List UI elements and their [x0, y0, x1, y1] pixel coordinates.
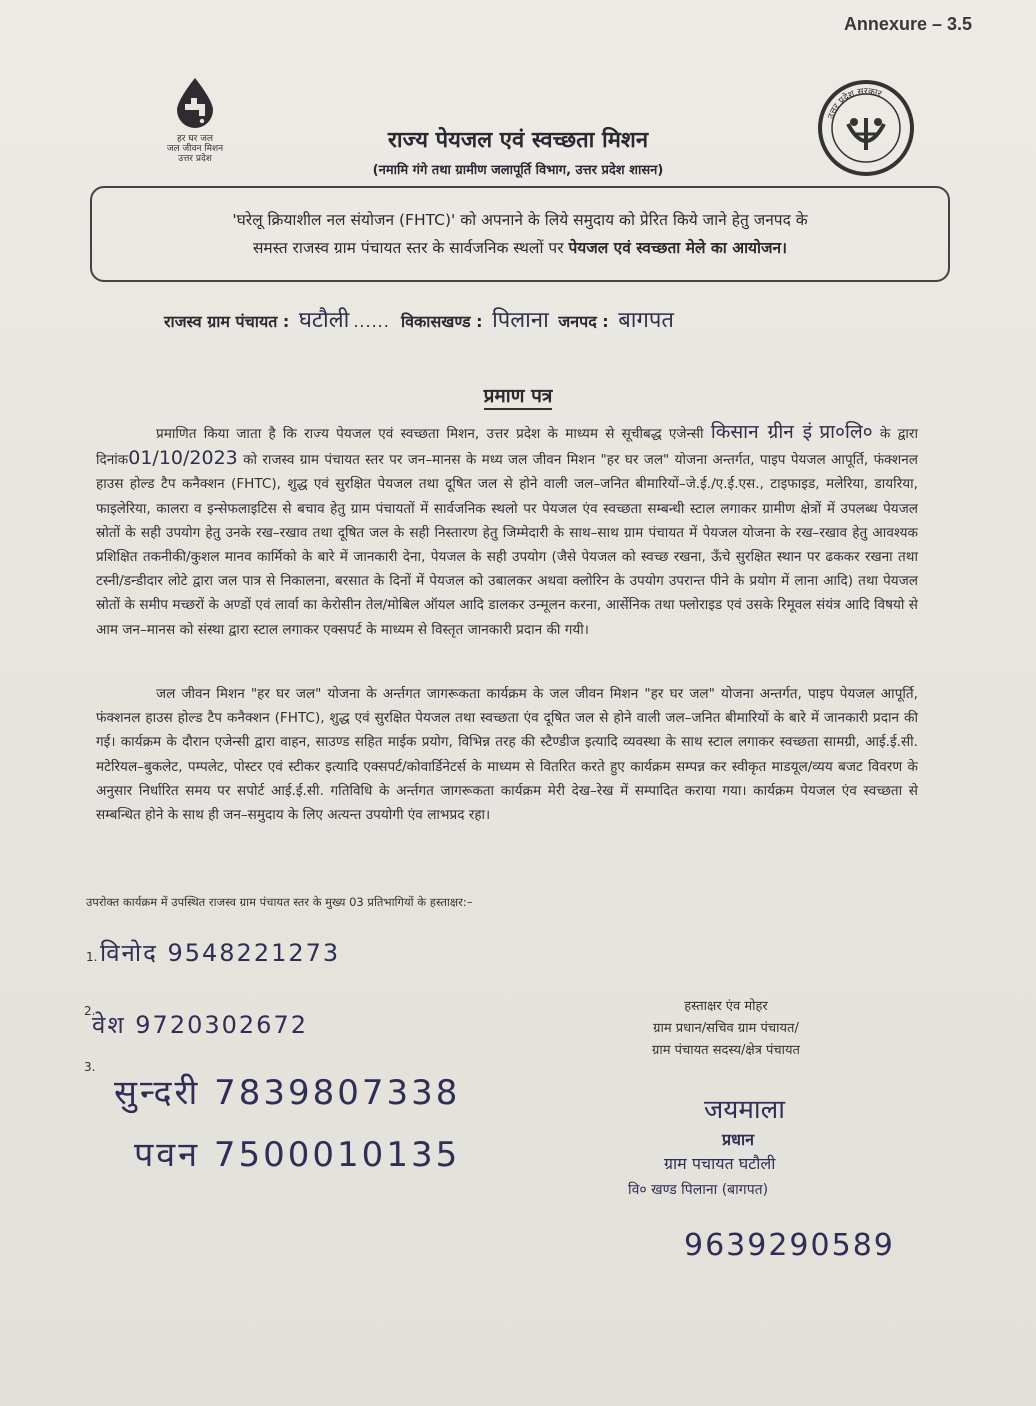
date-handwritten: 01/10/2023	[128, 447, 238, 470]
certificate-title-text: प्रमाण पत्र	[484, 385, 553, 410]
signature-3-number: 3.	[84, 1060, 96, 1074]
stamp-block	[606, 996, 846, 1062]
box-line-1: 'घरेलू क्रियाशील नल संयोजन (FHTC)' को अपनाने के लिये समुदाय को प्रेरित किये जाने हेतु जनपद के	[232, 211, 808, 229]
annexure-label: Annexure – 3.5	[843, 14, 972, 34]
logo-caption-1: हर घर जल	[177, 134, 213, 144]
location-fields	[164, 304, 984, 334]
signature-3: सुन्दरी 7839807338	[114, 1073, 461, 1113]
signature-1: विनोद 9548221273	[100, 939, 341, 967]
signature-1-number: 1.	[86, 950, 98, 964]
page-title: राज्य पेयजल एवं स्वच्छता मिशन	[387, 128, 649, 153]
water-drop-tap-icon	[173, 76, 217, 130]
signature-4: पवन 7500010135	[134, 1135, 461, 1175]
gram-panchayat-dots: ......	[353, 312, 390, 331]
para1-rest: को राजस्व ग्राम पंचायत स्तर पर जन–मानस के मध्य जल जीवन मिशन "हर घर जल" योजना अन्तर्गत, पाइप पेयजल आपूर्ति, फंक्शनल हाउस होल्ड टैप कनैक्शन (FHTC), शुद्ध एवं सुरक्षित पेयजल तथा दूषित जल से होने वाली जल–जनित बीमारियों–जे.ई./ए.ई.एस., टाइफाइड, मलेरिया, डायरिया, फाइलेरिया, कालरा व इन्सेफलाइटिस से बचाव हेतु ग्राम पंचायतों में सार्वजनिक स्थलो पर पेयजल एंव स्वच्छता सम्बन्धी स्टाल लगाकर ग्रामीण क्षेत्रों में उपलब्ध पेयजल स्रोतों के सही उपयोग हेतु उनके रख–रखाव तथा दूषित जल के सही निस्तारण हेतु जिम्मेदारी के साथ–साथ ग्राम पंचायत में पेयजल योजना के रख–रखाव हेतु आवश्यक प्रशिक्षित तकनीकी/कुशल मानव कार्मिको के बारे में जानकारी देना, पेयजल के सही उपयोग (जैसे पेयजल को स्वच्छ रखना, ऊँचे सुरक्षित स्थान पर ढककर रखना तथा टस्नी/डन्डीदार लोटे द्वारा जल पात्र से निकालना, बरसात के दिनों में पेयजल को उबालकर अथवा क्लोरिन के उपयोग उपरान्त पीने के प्रयोग में लाना आदि) तथा पेयजल स्रोतों के समीप मच्छरों के अण्डों एवं लार्वा का केरोसीन तेल/मोबिल ऑयल आदि डालकर उन्मूलन करना, आर्सेनिक तथा फ्लोराइड एवं उसके रिमूवल संयंत्र आदि विषयो से आम जन–मानस को संस्था द्वारा स्टाल लगाकर एक्सपर्ट के माध्यम से विस्तृत जानकारी प्रदान की गयी।	[96, 452, 918, 638]
event-title-box	[90, 186, 950, 282]
signature-2: वेश 9720302672	[92, 1011, 308, 1039]
signature-2-number: 2.	[84, 1004, 96, 1018]
paragraph-2	[96, 682, 918, 827]
agency-prefix-handwritten: प्रा०लि०	[819, 421, 873, 443]
box-line-2b: पेयजल एवं स्वच्छता मेले का आयोजन।	[568, 239, 788, 257]
signatures-intro: उपरोक्त कार्यक्रम में उपस्थित राजस्व ग्राम पंचायत स्तर के मुख्य 03 प्रतिभागियों के हस्ताक्षर:–	[86, 895, 473, 909]
vikaskhand-label: विकासखण्ड :	[400, 312, 483, 331]
paragraph-1	[96, 420, 918, 642]
stamp-line-2: ग्राम प्रधान/सचिव ग्राम पंचायत/	[653, 1021, 799, 1036]
para1-start: प्रमाणित किया जाता है कि राज्य पेयजल एवं स्वच्छता मिशन, उत्तर प्रदेश के माध्यम से सूचीबद्ध एजेन्सी	[156, 426, 704, 442]
pradhan-block: वि० खण्ड पिलाना (बागपत)	[628, 1182, 769, 1198]
stamp-line-3: ग्राम पंचायत सदस्य/क्षेत्र पंचायत	[652, 1043, 800, 1058]
pradhan-phone: 9639290589	[684, 1228, 895, 1263]
janpad-label: जनपद :	[558, 312, 609, 331]
pradhan-title: प्रधान	[722, 1130, 754, 1149]
pradhan-gram-panchayat: ग्राम पचायत घटौली	[664, 1154, 776, 1173]
logo-caption-2: जल जीवन मिशन	[166, 144, 224, 154]
seal-text: उत्तर प्रदेश सरकार	[826, 86, 883, 121]
agency-handwritten: किसान ग्रीन इं	[710, 421, 813, 443]
gram-panchayat-value: घटौली	[298, 308, 350, 333]
logo-caption-3: उत्तर प्रदेश	[178, 154, 212, 164]
page-subtitle: (नमामि गंगे तथा ग्रामीण जलापूर्ति विभाग, उत्तर प्रदेश शासन)	[372, 163, 664, 178]
pradhan-signature: जयमाला	[704, 1095, 786, 1125]
janpad-value: बागपत	[618, 308, 674, 333]
para2-text: जल जीवन मिशन "हर घर जल" योजना के अर्न्तगत जागरूकता कार्यक्रम के जल जीवन मिशन "हर घर जल" योजना अन्तर्गत, पाइप पेयजल आपूर्ति, फंक्शनल हाउस होल्ड टैप कनैक्शन (FHTC), शुद्ध एवं सुरक्षित पेयजल तथा स्वच्छता एंव दूषित जल से होने वाली जल–जनित बीमारियों के बारे में जानकारी प्रदान की गई। कार्यक्रम के दौरान एजेन्सी द्वारा वाहन, साउण्ड सहित माईक प्रयोग, विभिन्न तरह की स्टैण्डीज इत्यादि व्यवस्था के साथ स्टाल लगाकर स्वच्छता सामग्री, आई.ई.सी. मटेरियल–बुकलेट, पम्पलेट, पोस्टर एवं स्टीकर इत्यादि एक्सपर्ट/कोवार्डिनेटर्स के माध्यम से वितरित करते हुए कार्यक्रम सम्पन्न कर स्वीकृत माडयूल/व्यय बजट विवरण के अनुसार निर्धारित समय पर सपोर्ट आई.ई.सी. गतिविधि के अर्न्तगत जागरूकता कार्यक्रम मेरी देख–रेख में सम्पादित कराया गया। कार्यक्रम पेयजल एंव स्वच्छता से सम्बन्धित होने के साथ ही जन–समुदाय के लिए अत्यन्त उपयोगी एंव लाभप्रद रहा।	[96, 686, 918, 824]
para1-dated: के द्वारा दिनांक	[96, 426, 918, 469]
box-line-2a: समस्त राजस्व ग्राम पंचायत स्तर के सार्वजनिक स्थलों पर	[252, 239, 564, 257]
vikaskhand-value: पिलाना	[492, 308, 549, 333]
box-line-2	[114, 234, 926, 262]
certificate-title	[0, 382, 1036, 408]
gram-panchayat-label: राजस्व ग्राम पंचायत :	[164, 312, 290, 331]
stamp-line-1: हस्ताक्षर एंव मोहर	[684, 999, 768, 1014]
